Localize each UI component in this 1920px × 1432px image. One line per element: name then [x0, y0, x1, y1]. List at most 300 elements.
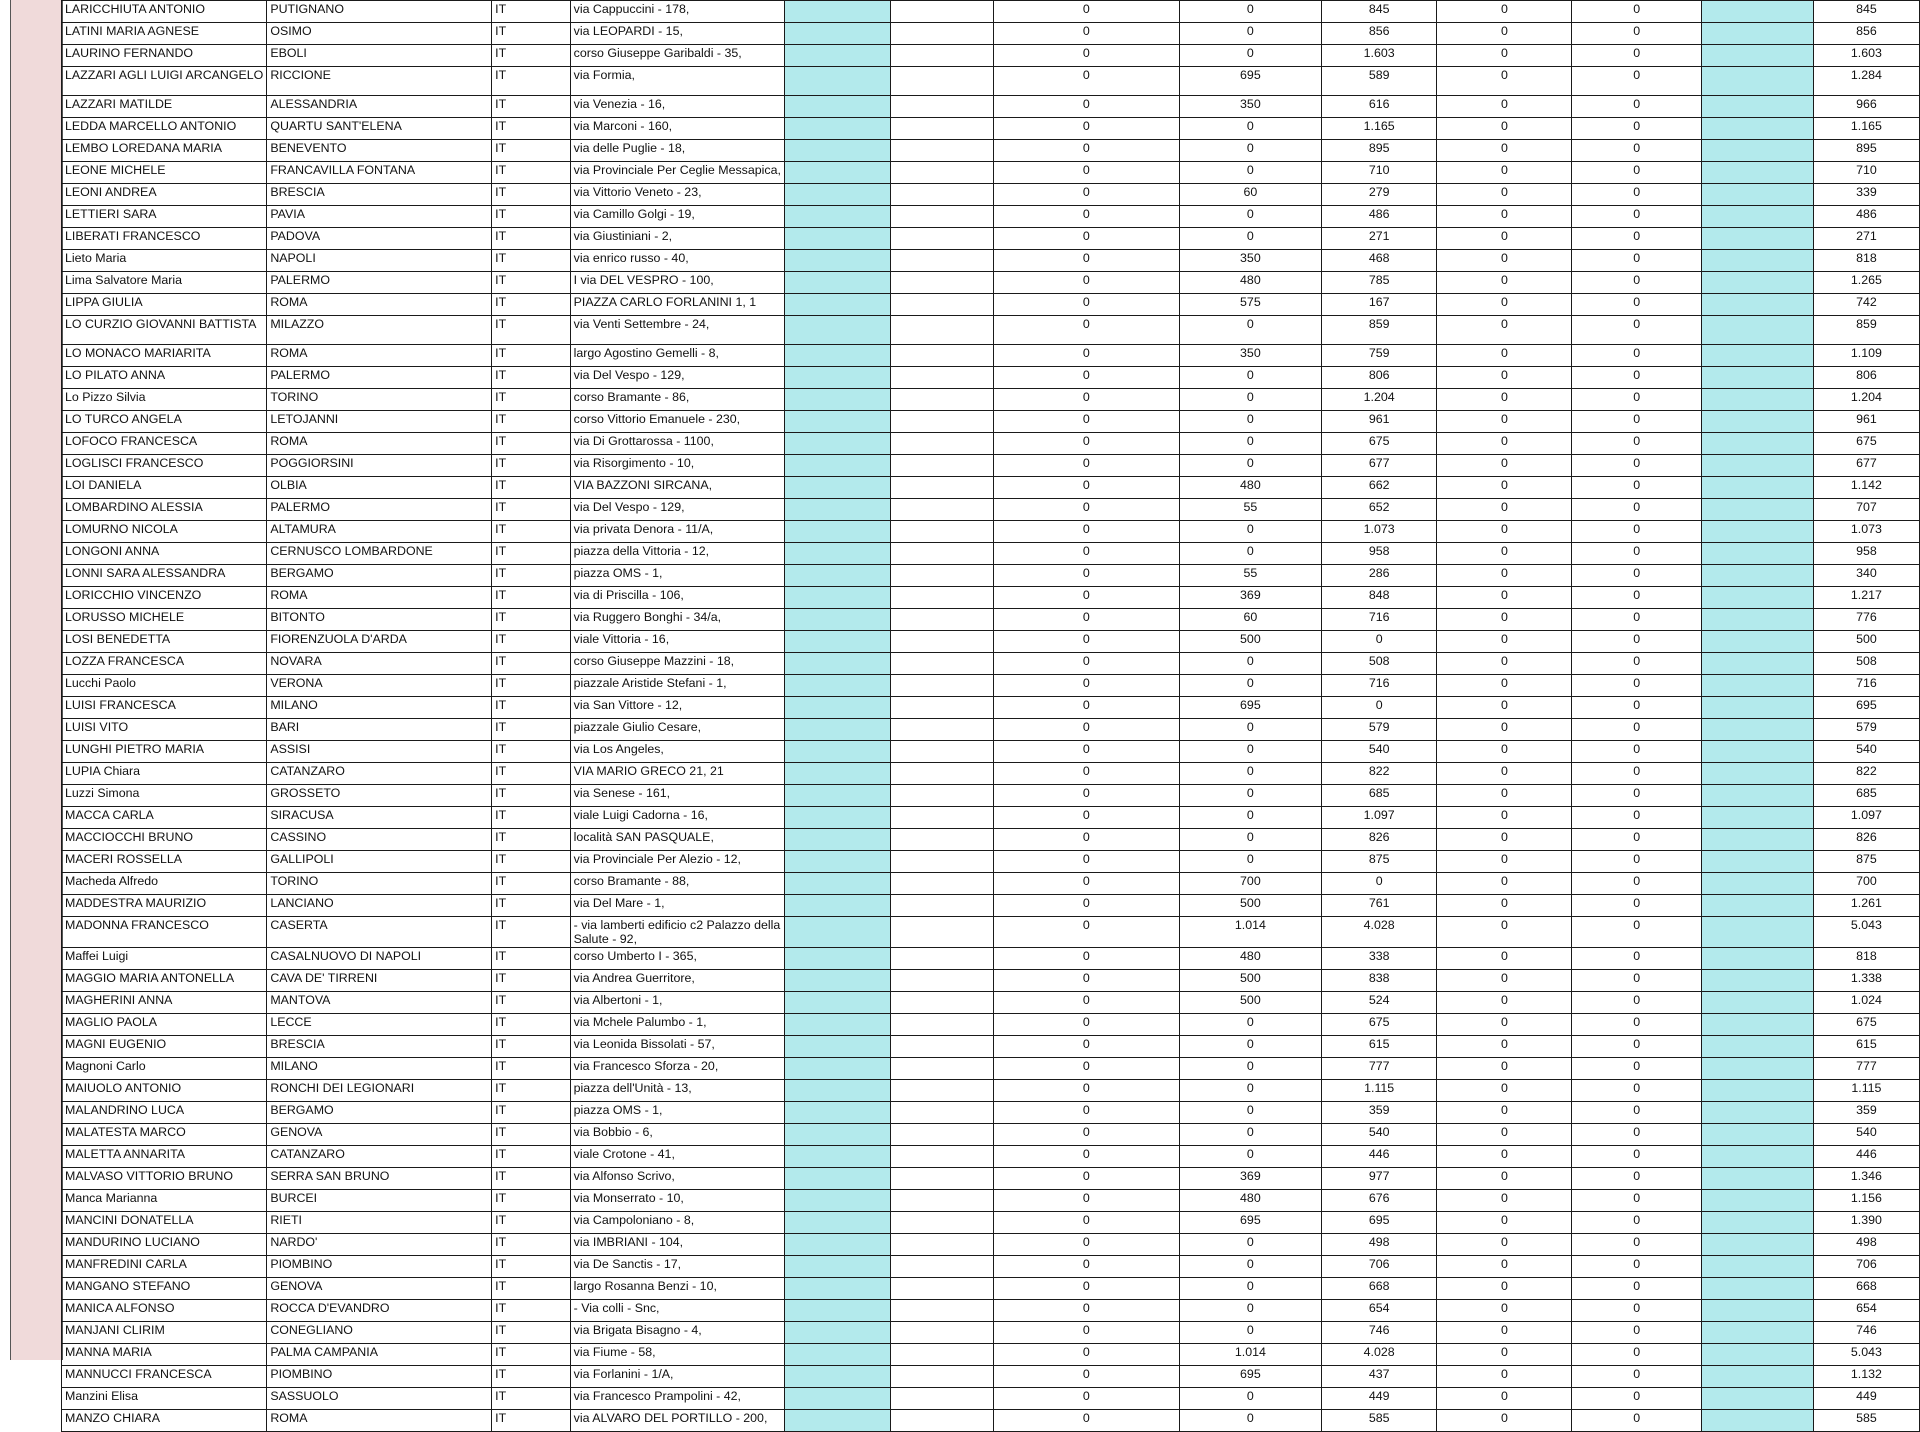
cell-address: via Los Angeles,	[570, 741, 784, 763]
cell-city: ALTAMURA	[267, 521, 492, 543]
cell-blank-b	[891, 499, 994, 521]
cell-value-1: 0	[993, 455, 1179, 477]
cell-city: PALERMO	[267, 272, 492, 294]
cell-city: BERGAMO	[267, 565, 492, 587]
cell-blank-a	[784, 1, 890, 23]
table-row	[62, 250, 1920, 272]
cell-blank-c	[1701, 1256, 1813, 1278]
cell-value-5: 0	[1572, 873, 1701, 895]
cell-blank-b	[891, 1036, 994, 1058]
cell-value-5: 0	[1572, 1388, 1701, 1410]
cell-name: LORICCHIO VINCENZO	[62, 587, 267, 609]
cell-total: 695	[1813, 697, 1919, 719]
cell-blank-a	[784, 455, 890, 477]
cell-value-5: 0	[1572, 250, 1701, 272]
cell-value-2: 0	[1179, 433, 1321, 455]
cell-name: MANDURINO LUCIANO	[62, 1234, 267, 1256]
cell-value-3: 1.204	[1321, 389, 1437, 411]
cell-blank-b	[891, 543, 994, 565]
cell-city: VERONA	[267, 675, 492, 697]
cell-blank-c	[1701, 970, 1813, 992]
cell-blank-b	[891, 1058, 994, 1080]
cell-blank-a	[784, 653, 890, 675]
cell-blank-c	[1701, 140, 1813, 162]
cell-blank-a	[784, 140, 890, 162]
cell-value-2: 0	[1179, 1278, 1321, 1300]
cell-value-5: 0	[1572, 67, 1701, 96]
table-row	[62, 895, 1920, 917]
cell-city: ALESSANDRIA	[267, 96, 492, 118]
cell-city: PIOMBINO	[267, 1256, 492, 1278]
cell-value-2: 55	[1179, 565, 1321, 587]
cell-address: località SAN PASQUALE,	[570, 829, 784, 851]
cell-country: IT	[492, 1300, 571, 1322]
cell-value-3: 822	[1321, 763, 1437, 785]
cell-blank-c	[1701, 184, 1813, 206]
cell-address: - Via colli - Snc,	[570, 1300, 784, 1322]
cell-value-2: 480	[1179, 477, 1321, 499]
cell-city: ROCCA D'EVANDRO	[267, 1300, 492, 1322]
cell-city: EBOLI	[267, 45, 492, 67]
cell-country: IT	[492, 1014, 571, 1036]
cell-value-1: 0	[993, 917, 1179, 948]
cell-value-3: 338	[1321, 948, 1437, 970]
table-row	[62, 1190, 1920, 1212]
cell-name: Lo Pizzo Silvia	[62, 389, 267, 411]
cell-total: 742	[1813, 294, 1919, 316]
cell-value-1: 0	[993, 873, 1179, 895]
cell-value-2: 0	[1179, 1036, 1321, 1058]
table-row	[62, 543, 1920, 565]
cell-address: via Camillo Golgi - 19,	[570, 206, 784, 228]
cell-total: 615	[1813, 1036, 1919, 1058]
cell-country: IT	[492, 1124, 571, 1146]
cell-blank-c	[1701, 1058, 1813, 1080]
table-row	[62, 1102, 1920, 1124]
cell-value-3: 0	[1321, 873, 1437, 895]
cell-value-5: 0	[1572, 477, 1701, 499]
cell-value-2: 0	[1179, 763, 1321, 785]
cell-blank-c	[1701, 96, 1813, 118]
cell-address: VIA BAZZONI SIRCANA,	[570, 477, 784, 499]
cell-city: PUTIGNANO	[267, 1, 492, 23]
cell-name: MACCA CARLA	[62, 807, 267, 829]
cell-country: IT	[492, 1212, 571, 1234]
cell-city: LANCIANO	[267, 895, 492, 917]
cell-total: 339	[1813, 184, 1919, 206]
cell-value-1: 0	[993, 675, 1179, 697]
table-row	[62, 565, 1920, 587]
cell-total: 826	[1813, 829, 1919, 851]
cell-city: CASSINO	[267, 829, 492, 851]
cell-blank-a	[784, 45, 890, 67]
cell-city: MANTOVA	[267, 992, 492, 1014]
cell-total: 818	[1813, 250, 1919, 272]
cell-value-3: 498	[1321, 1234, 1437, 1256]
cell-value-5: 0	[1572, 499, 1701, 521]
cell-value-4: 0	[1437, 697, 1572, 719]
table-row	[62, 631, 1920, 653]
cell-blank-c	[1701, 697, 1813, 719]
cell-address: via Leonida Bissolati - 57,	[570, 1036, 784, 1058]
cell-country: IT	[492, 45, 571, 67]
cell-value-5: 0	[1572, 1168, 1701, 1190]
cell-name: LIPPA GIULIA	[62, 294, 267, 316]
cell-city: RIETI	[267, 1212, 492, 1234]
cell-address: PIAZZA CARLO FORLANINI 1, 1	[570, 294, 784, 316]
cell-blank-b	[891, 184, 994, 206]
cell-total: 746	[1813, 1322, 1919, 1344]
cell-total: 340	[1813, 565, 1919, 587]
cell-blank-a	[784, 1146, 890, 1168]
cell-value-1: 0	[993, 1322, 1179, 1344]
cell-blank-a	[784, 1410, 890, 1432]
cell-blank-a	[784, 1322, 890, 1344]
cell-value-2: 480	[1179, 272, 1321, 294]
cell-blank-b	[891, 206, 994, 228]
cell-value-2: 0	[1179, 851, 1321, 873]
cell-city: SIRACUSA	[267, 807, 492, 829]
cell-value-4: 0	[1437, 294, 1572, 316]
cell-value-2: 0	[1179, 807, 1321, 829]
cell-blank-b	[891, 272, 994, 294]
cell-name: LUISI VITO	[62, 719, 267, 741]
cell-total: 1.284	[1813, 67, 1919, 96]
cell-name: MAIUOLO ANTONIO	[62, 1080, 267, 1102]
cell-blank-b	[891, 140, 994, 162]
cell-value-1: 0	[993, 140, 1179, 162]
cell-value-2: 0	[1179, 1388, 1321, 1410]
cell-value-5: 0	[1572, 653, 1701, 675]
cell-city: PALERMO	[267, 499, 492, 521]
cell-name: MADONNA FRANCESCO	[62, 917, 267, 948]
cell-blank-a	[784, 228, 890, 250]
cell-value-1: 0	[993, 1102, 1179, 1124]
cell-address: corso Bramante - 86,	[570, 389, 784, 411]
cell-country: IT	[492, 719, 571, 741]
cell-total: 961	[1813, 411, 1919, 433]
cell-value-1: 0	[993, 272, 1179, 294]
cell-value-2: 500	[1179, 895, 1321, 917]
cell-name: MANNA MARIA	[62, 1344, 267, 1366]
cell-value-2: 0	[1179, 1014, 1321, 1036]
cell-name: LAZZARI MATILDE	[62, 96, 267, 118]
cell-value-1: 0	[993, 294, 1179, 316]
cell-value-1: 0	[993, 1366, 1179, 1388]
cell-address: via Vittorio Veneto - 23,	[570, 184, 784, 206]
cell-address: - via lamberti edificio c2 Palazzo della Salute - 92,	[570, 917, 784, 948]
cell-address: via delle Puglie - 18,	[570, 140, 784, 162]
cell-country: IT	[492, 477, 571, 499]
cell-city: BURCEI	[267, 1190, 492, 1212]
cell-address: via Francesco Prampolini - 42,	[570, 1388, 784, 1410]
cell-value-2: 0	[1179, 206, 1321, 228]
cell-value-2: 0	[1179, 316, 1321, 345]
cell-value-5: 0	[1572, 367, 1701, 389]
cell-value-1: 0	[993, 1344, 1179, 1366]
cell-blank-a	[784, 1036, 890, 1058]
cell-value-5: 0	[1572, 587, 1701, 609]
table-row	[62, 697, 1920, 719]
cell-total: 449	[1813, 1388, 1919, 1410]
cell-value-4: 0	[1437, 250, 1572, 272]
cell-value-2: 0	[1179, 521, 1321, 543]
cell-value-1: 0	[993, 1080, 1179, 1102]
cell-total: 700	[1813, 873, 1919, 895]
cell-city: LECCE	[267, 1014, 492, 1036]
cell-value-4: 0	[1437, 140, 1572, 162]
cell-value-4: 0	[1437, 1366, 1572, 1388]
cell-city: MILANO	[267, 697, 492, 719]
cell-value-3: 675	[1321, 433, 1437, 455]
cell-blank-a	[784, 367, 890, 389]
cell-country: IT	[492, 992, 571, 1014]
cell-value-3: 676	[1321, 1190, 1437, 1212]
cell-value-4: 0	[1437, 96, 1572, 118]
cell-country: IT	[492, 543, 571, 565]
cell-city: CATANZARO	[267, 1146, 492, 1168]
cell-country: IT	[492, 250, 571, 272]
cell-total: 895	[1813, 140, 1919, 162]
cell-blank-a	[784, 521, 890, 543]
cell-value-5: 0	[1572, 294, 1701, 316]
cell-name: LETTIERI SARA	[62, 206, 267, 228]
cell-value-1: 0	[993, 1388, 1179, 1410]
cell-city: PADOVA	[267, 228, 492, 250]
cell-address: viale Luigi Cadorna - 16,	[570, 807, 784, 829]
cell-blank-a	[784, 741, 890, 763]
cell-value-4: 0	[1437, 228, 1572, 250]
cell-value-3: 540	[1321, 741, 1437, 763]
cell-name: LOI DANIELA	[62, 477, 267, 499]
cell-value-4: 0	[1437, 653, 1572, 675]
cell-value-4: 0	[1437, 851, 1572, 873]
cell-value-3: 706	[1321, 1256, 1437, 1278]
cell-blank-b	[891, 609, 994, 631]
cell-name: LOMBARDINO ALESSIA	[62, 499, 267, 521]
cell-value-2: 0	[1179, 1080, 1321, 1102]
cell-value-1: 0	[993, 1278, 1179, 1300]
cell-blank-b	[891, 565, 994, 587]
cell-blank-b	[891, 67, 994, 96]
cell-blank-a	[784, 345, 890, 367]
cell-value-3: 286	[1321, 565, 1437, 587]
cell-value-1: 0	[993, 631, 1179, 653]
cell-name: MACERI ROSSELLA	[62, 851, 267, 873]
cell-blank-c	[1701, 1234, 1813, 1256]
cell-country: IT	[492, 565, 571, 587]
cell-country: IT	[492, 1322, 571, 1344]
cell-total: 1.603	[1813, 45, 1919, 67]
cell-blank-b	[891, 1168, 994, 1190]
cell-address: viale Vittoria - 16,	[570, 631, 784, 653]
table-row	[62, 829, 1920, 851]
cell-value-4: 0	[1437, 411, 1572, 433]
cell-blank-c	[1701, 992, 1813, 1014]
cell-value-2: 0	[1179, 1234, 1321, 1256]
cell-value-4: 0	[1437, 184, 1572, 206]
cell-value-1: 0	[993, 697, 1179, 719]
cell-country: IT	[492, 1234, 571, 1256]
cell-value-3: 1.165	[1321, 118, 1437, 140]
cell-name: MANCINI DONATELLA	[62, 1212, 267, 1234]
table-row	[62, 1, 1920, 23]
cell-value-3: 271	[1321, 228, 1437, 250]
cell-address: via Provinciale Per Ceglie Messapica,	[570, 162, 784, 184]
cell-value-3: 468	[1321, 250, 1437, 272]
cell-address: corso Giuseppe Mazzini - 18,	[570, 653, 784, 675]
cell-total: 654	[1813, 1300, 1919, 1322]
cell-value-1: 0	[993, 609, 1179, 631]
cell-blank-c	[1701, 653, 1813, 675]
cell-city: OSIMO	[267, 23, 492, 45]
cell-blank-b	[891, 763, 994, 785]
cell-value-4: 0	[1437, 1168, 1572, 1190]
cell-name: Macheda Alfredo	[62, 873, 267, 895]
cell-value-5: 0	[1572, 1146, 1701, 1168]
cell-value-5: 0	[1572, 807, 1701, 829]
cell-total: 668	[1813, 1278, 1919, 1300]
cell-value-3: 508	[1321, 653, 1437, 675]
cell-blank-b	[891, 948, 994, 970]
cell-value-5: 0	[1572, 1300, 1701, 1322]
cell-address: via Del Vespo - 129,	[570, 367, 784, 389]
cell-address: via Brigata Bisagno - 4,	[570, 1322, 784, 1344]
cell-value-1: 0	[993, 1146, 1179, 1168]
cell-value-5: 0	[1572, 851, 1701, 873]
cell-name: LO MONACO MARIARITA	[62, 345, 267, 367]
cell-blank-a	[784, 895, 890, 917]
cell-blank-c	[1701, 851, 1813, 873]
cell-value-3: 675	[1321, 1014, 1437, 1036]
cell-value-2: 369	[1179, 587, 1321, 609]
cell-country: IT	[492, 389, 571, 411]
cell-blank-a	[784, 1234, 890, 1256]
cell-value-5: 0	[1572, 829, 1701, 851]
cell-value-1: 0	[993, 1124, 1179, 1146]
cell-total: 818	[1813, 948, 1919, 970]
cell-value-5: 0	[1572, 455, 1701, 477]
cell-value-3: 589	[1321, 67, 1437, 96]
cell-name: MAGLIO PAOLA	[62, 1014, 267, 1036]
cell-country: IT	[492, 851, 571, 873]
cell-value-1: 0	[993, 228, 1179, 250]
cell-total: 958	[1813, 543, 1919, 565]
cell-blank-c	[1701, 1410, 1813, 1432]
cell-value-4: 0	[1437, 118, 1572, 140]
cell-address: via Giustiniani - 2,	[570, 228, 784, 250]
cell-total: 1.024	[1813, 992, 1919, 1014]
cell-country: IT	[492, 895, 571, 917]
cell-total: 716	[1813, 675, 1919, 697]
cell-total: 1.217	[1813, 587, 1919, 609]
cell-blank-c	[1701, 411, 1813, 433]
cell-blank-c	[1701, 477, 1813, 499]
cell-value-2: 695	[1179, 697, 1321, 719]
cell-blank-b	[891, 807, 994, 829]
cell-value-5: 0	[1572, 1212, 1701, 1234]
cell-blank-c	[1701, 433, 1813, 455]
cell-value-1: 0	[993, 1234, 1179, 1256]
cell-country: IT	[492, 345, 571, 367]
cell-city: MILAZZO	[267, 316, 492, 345]
cell-value-2: 0	[1179, 140, 1321, 162]
table-row	[62, 763, 1920, 785]
cell-value-5: 0	[1572, 992, 1701, 1014]
cell-value-3: 685	[1321, 785, 1437, 807]
cell-address: largo Agostino Gemelli - 8,	[570, 345, 784, 367]
cell-country: IT	[492, 763, 571, 785]
cell-city: OLBIA	[267, 477, 492, 499]
cell-name: LIBERATI FRANCESCO	[62, 228, 267, 250]
cell-name: Manca Marianna	[62, 1190, 267, 1212]
cell-value-4: 0	[1437, 162, 1572, 184]
cell-total: 1.204	[1813, 389, 1919, 411]
cell-city: CATANZARO	[267, 763, 492, 785]
cell-value-1: 0	[993, 587, 1179, 609]
table-row	[62, 873, 1920, 895]
cell-total: 359	[1813, 1102, 1919, 1124]
cell-value-4: 0	[1437, 587, 1572, 609]
cell-name: LUISI FRANCESCA	[62, 697, 267, 719]
cell-blank-c	[1701, 45, 1813, 67]
cell-value-2: 0	[1179, 1, 1321, 23]
cell-total: 1.142	[1813, 477, 1919, 499]
cell-value-5: 0	[1572, 1344, 1701, 1366]
cell-value-5: 0	[1572, 895, 1701, 917]
cell-country: IT	[492, 653, 571, 675]
cell-address: via Bobbio - 6,	[570, 1124, 784, 1146]
cell-blank-b	[891, 675, 994, 697]
cell-value-5: 0	[1572, 206, 1701, 228]
cell-value-2: 1.014	[1179, 1344, 1321, 1366]
cell-value-1: 0	[993, 521, 1179, 543]
cell-blank-a	[784, 543, 890, 565]
cell-value-4: 0	[1437, 829, 1572, 851]
cell-value-1: 0	[993, 1058, 1179, 1080]
cell-city: FRANCAVILLA FONTANA	[267, 162, 492, 184]
cell-blank-a	[784, 873, 890, 895]
cell-blank-c	[1701, 1168, 1813, 1190]
cell-name: Lucchi Paolo	[62, 675, 267, 697]
cell-blank-c	[1701, 587, 1813, 609]
cell-value-2: 0	[1179, 162, 1321, 184]
cell-name: LATINI MARIA AGNESE	[62, 23, 267, 45]
cell-city: ROMA	[267, 294, 492, 316]
cell-address: via Senese - 161,	[570, 785, 784, 807]
cell-country: IT	[492, 1410, 571, 1432]
cell-total: 677	[1813, 455, 1919, 477]
cell-blank-a	[784, 118, 890, 140]
cell-city: BRESCIA	[267, 1036, 492, 1058]
cell-value-4: 0	[1437, 565, 1572, 587]
cell-value-4: 0	[1437, 1344, 1572, 1366]
cell-total: 1.390	[1813, 1212, 1919, 1234]
cell-name: LUPIA Chiara	[62, 763, 267, 785]
cell-value-3: 615	[1321, 1036, 1437, 1058]
cell-blank-b	[891, 785, 994, 807]
cell-country: IT	[492, 499, 571, 521]
cell-country: IT	[492, 521, 571, 543]
cell-country: IT	[492, 587, 571, 609]
cell-value-5: 0	[1572, 1278, 1701, 1300]
cell-value-3: 540	[1321, 1124, 1437, 1146]
cell-country: IT	[492, 1080, 571, 1102]
cell-value-5: 0	[1572, 389, 1701, 411]
cell-name: MAGNI EUGENIO	[62, 1036, 267, 1058]
cell-value-3: 895	[1321, 140, 1437, 162]
cell-country: IT	[492, 294, 571, 316]
